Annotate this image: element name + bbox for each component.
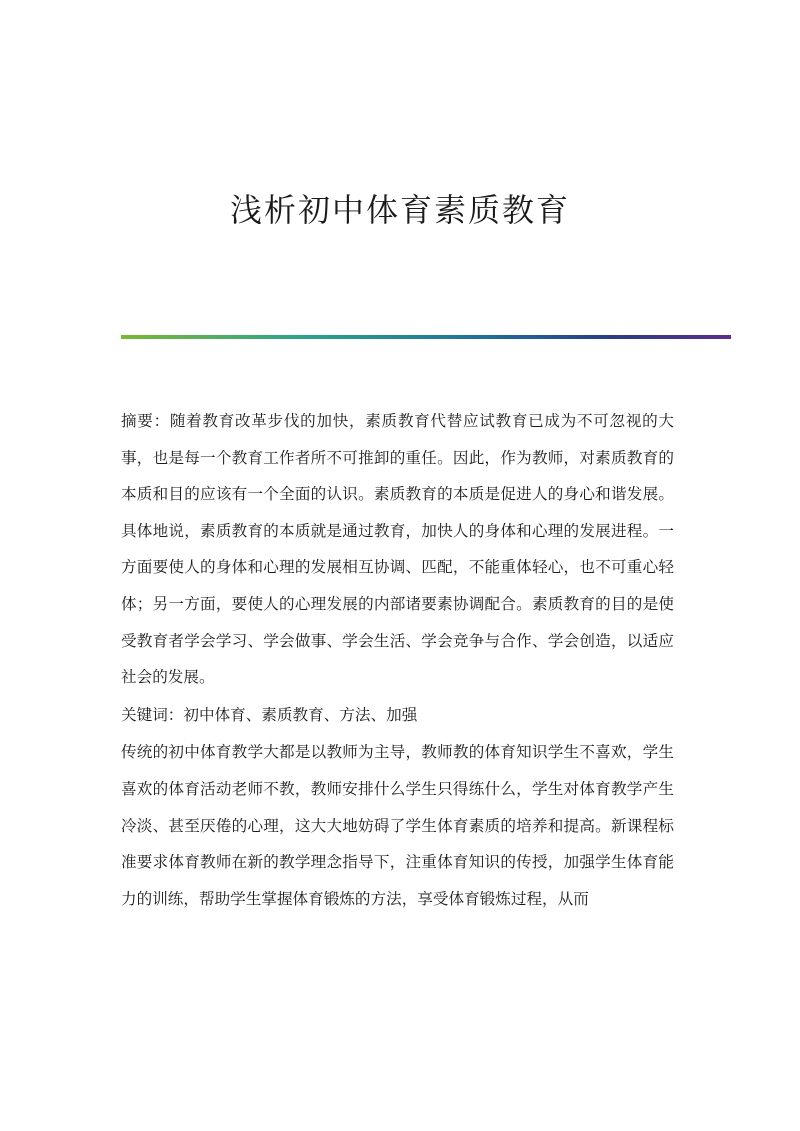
abstract-paragraph: 摘要：随着教育改革步伐的加快，素质教育代替应试教育已成为不可忽视的大事，也是每一个教育工作者所不可推卸的重任。因此，作为教师，对素质教育的本质和目的应该有一个全面的认识。素质教育的本质是促进人的身心和谐发展。具体地说，素质教育的本质就是通过教育，加快人的身体和心理的发展进程。一方面要使人的身体和心理的发展相互协调、匹配，不能重体轻心，也不可重心轻体；另一方面，要使人的心理发展的内部诸要素协调配合。素质教育的目的是使受教育者学会学习、学会做事、学会生活、学会竞争与合作、学会创造，以适应社会的发展。 xyxy=(121,412,674,687)
body-paragraph: 传统的初中体育教学大都是以教师为主导，教师教的体育知识学生不喜欢，学生喜欢的体育活动老师不教，教师安排什么学生只得练什么，学生对体育教学产生冷淡、甚至厌倦的心理，这大大地妨碍了学生体育素质的培养和提高。新课程标准要求体育教师在新的教学理念指导下，注重体育知识的传授，加强学生体育能力的训练，帮助学生掌握体育锻炼的方法，享受体育锻炼过程，从而 xyxy=(121,743,674,908)
document-body xyxy=(121,403,674,917)
keywords-paragraph: 关键词：初中体育、素质教育、方法、加强 xyxy=(121,705,418,724)
document-title: 浅析初中体育素质教育 xyxy=(229,191,570,229)
title-divider xyxy=(121,335,731,339)
